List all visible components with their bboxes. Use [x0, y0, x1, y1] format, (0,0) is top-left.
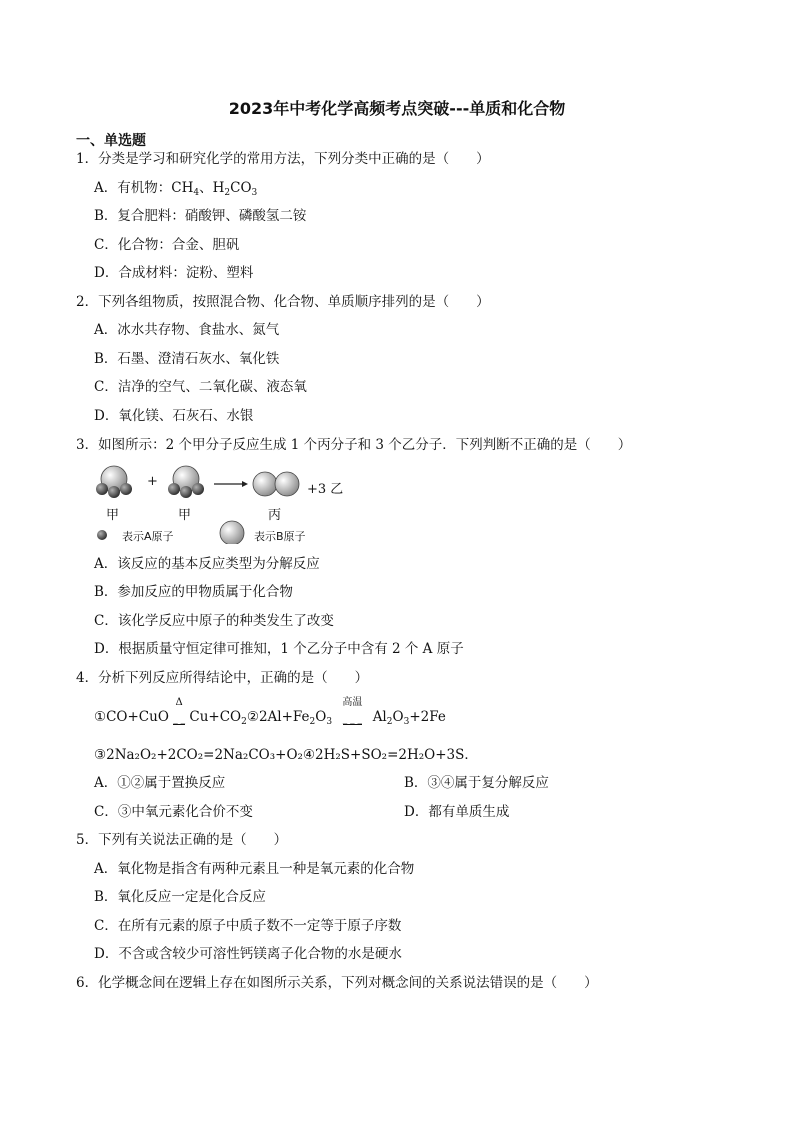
reaction-arrow-icon — [214, 481, 248, 487]
q2-option-c: C．洁净的空气、二氧化碳、液态氧 — [94, 379, 307, 395]
legend-b-text: 表示B原子 — [254, 530, 306, 543]
q1-stem: 1．分类是学习和研究化学的常用方法，下列分类中正确的是（ ） — [76, 151, 490, 167]
q4-equations-3-4: ③2Na₂O₂+2CO₂=2Na₂CO₃+O₂④2H₂S+SO₂=2H₂O+3S． — [94, 747, 478, 763]
q3-option-c: C．该化学反应中原子的种类发生了改变 — [94, 613, 334, 629]
q3-option-b: B．参加反应的甲物质属于化合物 — [94, 584, 293, 600]
q4-option-a: A．①②属于置换反应 — [94, 775, 226, 791]
q1-option-c: C．化合物：合金、胆矾 — [94, 237, 240, 253]
legend-atom-b-icon — [220, 521, 244, 544]
q1-option-b: B．复合肥料：硝酸钾、磷酸氢二铵 — [94, 208, 307, 224]
q4-option-d: D．都有单质生成 — [404, 804, 510, 820]
q6-stem: 6．化学概念间在逻辑上存在如图所示关系，下列对概念间的关系说法错误的是（ ） — [76, 975, 598, 991]
legend-a-text: 表示A原子 — [122, 530, 174, 543]
q4-option-c: C．③中氧元素化合价不变 — [94, 804, 253, 820]
q4-option-b: B．③④属于复分解反应 — [404, 775, 549, 791]
q2-option-b: B．石墨、澄清石灰水、氧化铁 — [94, 351, 280, 367]
molecule-bing — [253, 472, 299, 496]
eq1-condition: Δ _ _ — [173, 697, 186, 724]
q5-option-c: C．在所有元素的原子中质子数不一定等于原子序数 — [94, 918, 402, 934]
reaction-figure — [92, 464, 372, 544]
label-jia-1: 甲 — [106, 508, 120, 523]
page-title: 2023年中考化学高频考点突破---单质和化合物 — [228, 99, 566, 118]
q5-option-d: D．不含或含较少可溶性钙镁离子化合物的水是硬水 — [94, 946, 402, 962]
q1-option-d: D．合成材料：淀粉、塑料 — [94, 265, 254, 281]
eq2-condition: 高温 _ _ _ — [342, 697, 363, 724]
q2-stem: 2．下列各组物质，按照混合物、化合物、单质顺序排列的是（ ） — [76, 294, 490, 310]
q5-stem: 5．下列有关说法正确的是（ ） — [76, 832, 288, 848]
q2-option-d: D．氧化镁、石灰石、水银 — [94, 408, 254, 424]
q3-option-a: A．该反应的基本反应类型为分解反应 — [94, 556, 320, 572]
q5-option-b: B．氧化反应一定是化合反应 — [94, 889, 266, 905]
plus-sign: + — [147, 474, 158, 489]
q5-option-a: A．氧化物是指含有两种元素且一种是氧元素的化合物 — [94, 861, 415, 877]
section-heading: 一、单选题 — [76, 133, 146, 149]
q1-option-a: A．有机物：$CH_4$、$H_2CO_3$ — [94, 180, 258, 198]
molecule-jia-1 — [96, 466, 132, 498]
molecule-jia-2 — [168, 466, 204, 498]
q4-equations-1-2: ①CO+CuO Δ _ _ $Cu+CO_2②2Al+Fe_2O_3$ 高温 _ _ _ $Al_2O_3+2Fe$ — [94, 697, 446, 727]
legend-atom-a-icon — [97, 530, 107, 540]
label-bing: 丙 — [268, 508, 282, 523]
q3-stem: 3．如图所示：2 个甲分子反应生成 1 个丙分子和 3 个乙分子．下列判断不正确的是（ ） — [76, 437, 632, 453]
q2-option-a: A．冰水共存物、食盐水、氮气 — [94, 322, 280, 338]
label-jia-2: 甲 — [178, 508, 192, 523]
plus-three-yi: +3 乙 — [307, 482, 344, 497]
q3-option-d: D．根据质量守恒定律可推知，1 个乙分子中含有 2 个 A 原子 — [94, 641, 464, 657]
q4-stem: 4．分析下列反应所得结论中，正确的是（ ） — [76, 670, 369, 686]
